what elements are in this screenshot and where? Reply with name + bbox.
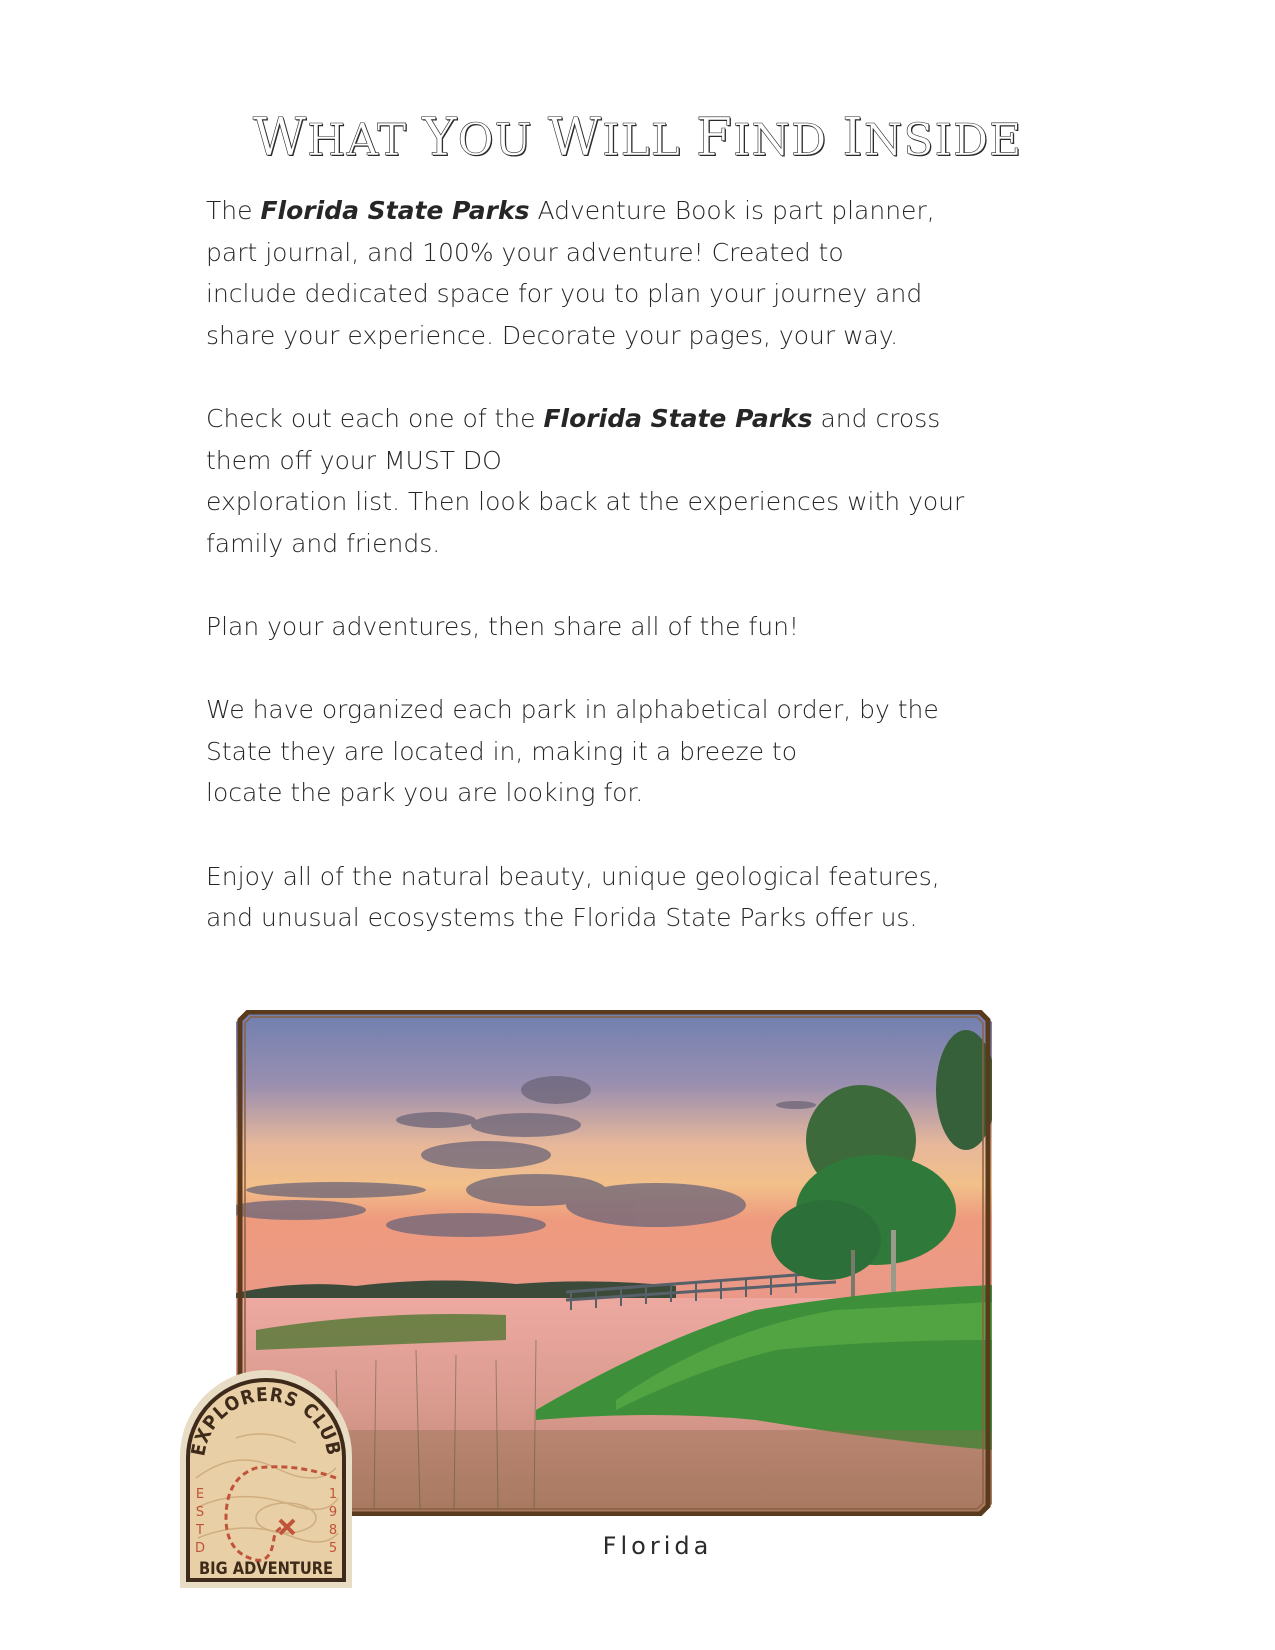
text-line: The Florida State Parks Adventure Book is part planner, bbox=[206, 196, 935, 225]
svg-text:D: D bbox=[194, 1541, 206, 1556]
svg-text:S: S bbox=[195, 1505, 205, 1520]
svg-text:EXPLORERS CLUB: EXPLORERS CLUB bbox=[187, 1383, 345, 1458]
text-line: State they are located in, making it a breeze to bbox=[206, 736, 798, 766]
svg-text:E: E bbox=[195, 1487, 205, 1502]
text-line: locate the park you are looking for. bbox=[206, 778, 644, 808]
text-line: include dedicated space for you to plan your journey and bbox=[206, 279, 923, 309]
text-line: them off your MUST DO bbox=[206, 445, 502, 475]
text-line: Plan your adventures, then share all of the fun! bbox=[206, 611, 799, 641]
svg-text:9: 9 bbox=[328, 1505, 338, 1520]
body-text bbox=[206, 190, 1066, 939]
svg-text:T: T bbox=[196, 1523, 204, 1538]
text-line: We have organized each park in alphabetical order, by the bbox=[206, 695, 939, 725]
text-line: part journal, and 100% your adventure! Created to bbox=[206, 237, 844, 267]
text-line: exploration list. Then look back at the experiences with your bbox=[206, 487, 965, 517]
text-line: and unusual ecosystems the Florida State Parks offer us. bbox=[206, 903, 918, 933]
photo-caption: Florida bbox=[602, 1532, 713, 1560]
page-title: WHAT YOU WILL FIND INSIDE bbox=[252, 108, 1023, 168]
text-line: family and friends. bbox=[206, 528, 441, 558]
svg-text:8: 8 bbox=[328, 1523, 338, 1538]
text-line: Enjoy all of the natural beauty, unique geological features, bbox=[206, 861, 940, 891]
svg-text:5: 5 bbox=[328, 1541, 338, 1556]
text-line: share your experience. Decorate your pages, your way. bbox=[206, 320, 899, 350]
text-line: Check out each one of the Florida State Parks and cross bbox=[206, 403, 941, 433]
svg-text:BIG ADVENTURE: BIG ADVENTURE bbox=[199, 1559, 333, 1579]
explorers-club-badge bbox=[176, 1368, 356, 1592]
svg-text:1: 1 bbox=[328, 1487, 338, 1502]
